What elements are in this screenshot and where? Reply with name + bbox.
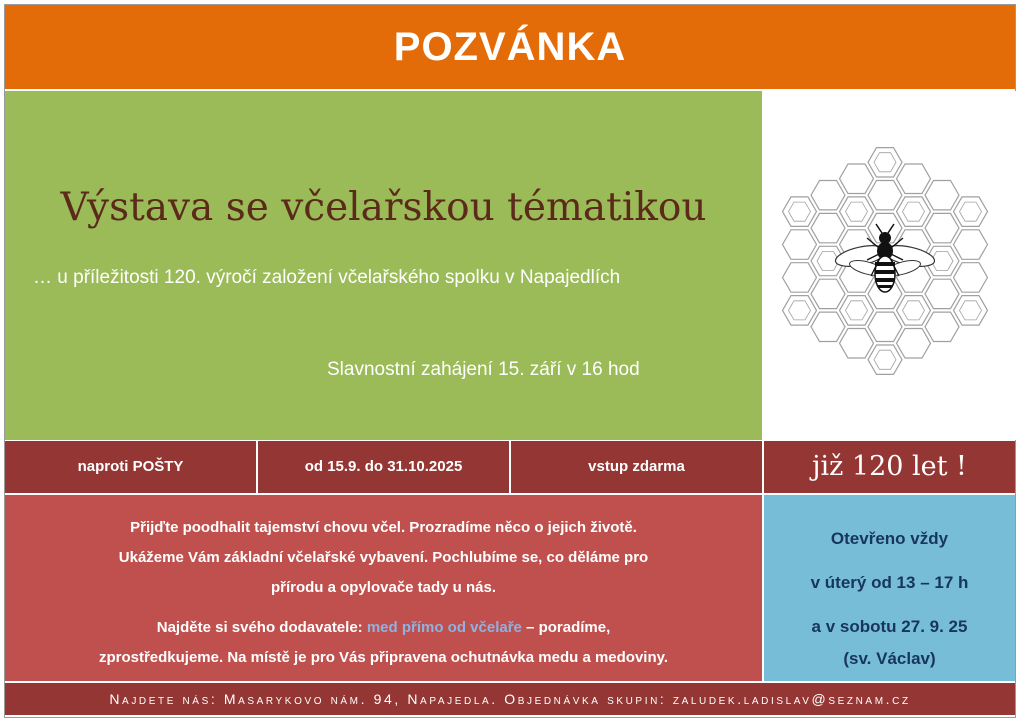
honeycomb-cell — [960, 202, 982, 221]
bee-icon — [834, 224, 937, 292]
description-line: Přijďte poodhalit tajemství chovu včel. Prozradíme něco o jejich životě. — [130, 519, 637, 536]
description-paragraph-2 — [5, 613, 762, 673]
anniversary-text: již 120 let ! — [812, 451, 967, 482]
honeycomb-cell — [874, 350, 896, 369]
honeycomb-cell — [897, 296, 931, 326]
honeycomb-cell — [811, 312, 845, 341]
honeycomb-cell — [783, 230, 817, 259]
opening-ceremony: Slavnostní zahájení 15. září v 16 hod — [327, 359, 640, 380]
honeycomb-cell — [925, 213, 959, 242]
honeycomb-cell — [783, 263, 817, 293]
honeycomb-cell — [903, 202, 925, 221]
entry-cell — [511, 441, 762, 493]
bee-honeycomb-icon — [764, 91, 1016, 440]
entry-text: vstup zdarma — [588, 458, 685, 475]
hours-tuesday: v úterý od 13 – 17 h — [810, 573, 969, 592]
honeycomb-cell — [846, 301, 868, 320]
exhibition-title: Výstava se včelařskou tématikou — [60, 185, 707, 230]
honeycomb-cell — [840, 329, 874, 359]
logo-panel — [764, 91, 1016, 440]
contact-text: Najdete nás: Masarykovo nám. 94, Napajedla. Objednávka skupin: zaludek.ladislav@seznam.cz — [109, 691, 911, 707]
honeycomb-cell — [897, 197, 931, 227]
honeycomb-cell — [783, 197, 817, 227]
honeycomb-cell — [897, 329, 931, 359]
honeycomb-cell — [868, 181, 902, 210]
hours-saturday: a v sobotu 27. 9. 25 — [811, 617, 968, 636]
honeycomb-cell — [811, 181, 845, 210]
honeycomb-cell — [954, 230, 988, 259]
description-line: zprostředkujeme. Na místě je pro Vás připravena ochutnávka medu a medoviny. — [98, 649, 669, 666]
honeycomb-cell — [954, 296, 988, 326]
dates-text: od 15.9. do 31.10.2025 — [304, 458, 463, 475]
page-title: POZVÁNKA — [393, 25, 627, 69]
honeycomb-cell — [954, 263, 988, 293]
honeycomb-cell — [925, 181, 959, 210]
honeycomb-cell — [840, 296, 874, 326]
honey-from-beekeeper-link[interactable]: med přímo od včelaře — [366, 619, 522, 636]
honeycomb-cell — [954, 197, 988, 227]
description-section — [5, 495, 762, 681]
location-text: naproti POŠTY — [77, 458, 184, 475]
honeycomb-cell — [783, 296, 817, 326]
contact-footer — [5, 683, 1015, 715]
description-line — [5, 613, 762, 643]
anniversary-cell — [764, 441, 1015, 493]
honeycomb-cell — [925, 279, 959, 308]
honeycomb-cell — [903, 301, 925, 320]
honeycomb-cell — [874, 153, 896, 172]
hero-section — [5, 91, 762, 440]
honeycomb-cell — [846, 202, 868, 221]
honeycomb-cell — [868, 312, 902, 341]
honeycomb-cell — [840, 164, 874, 194]
honeycomb-cell — [789, 202, 811, 221]
honeycomb-cell — [897, 164, 931, 194]
description-line: přírodu a opylovače tady u nás. — [270, 579, 497, 596]
honeycomb-cell — [868, 148, 902, 177]
description-line: Ukážeme Vám základní včelařské vybavení. Pochlubíme se, co děláme pro — [118, 549, 649, 566]
honeycomb-cell — [868, 345, 902, 374]
opening-hours-section — [764, 495, 1015, 681]
hours-saint-day: (sv. Václav) — [843, 649, 936, 668]
location-cell — [5, 441, 256, 493]
description-paragraph-1 — [5, 513, 762, 603]
exhibition-subtitle: … u příležitosti 120. výročí založení včelařského spolku v Napajedlích — [33, 267, 621, 288]
honeycomb-cell — [811, 213, 845, 242]
poster-header — [5, 5, 1015, 89]
hours-heading: Otevřeno vždy — [830, 529, 949, 548]
honeycomb-cell — [925, 312, 959, 341]
dates-cell — [258, 441, 509, 493]
supplier-prefix: Najděte si svého dodavatele: — [156, 619, 367, 636]
honeycomb-cell — [840, 197, 874, 227]
supplier-suffix: – poradíme, — [521, 619, 611, 636]
honeycomb-cell — [789, 301, 811, 320]
honeycomb-cell — [960, 301, 982, 320]
honeycomb-cell — [811, 279, 845, 308]
